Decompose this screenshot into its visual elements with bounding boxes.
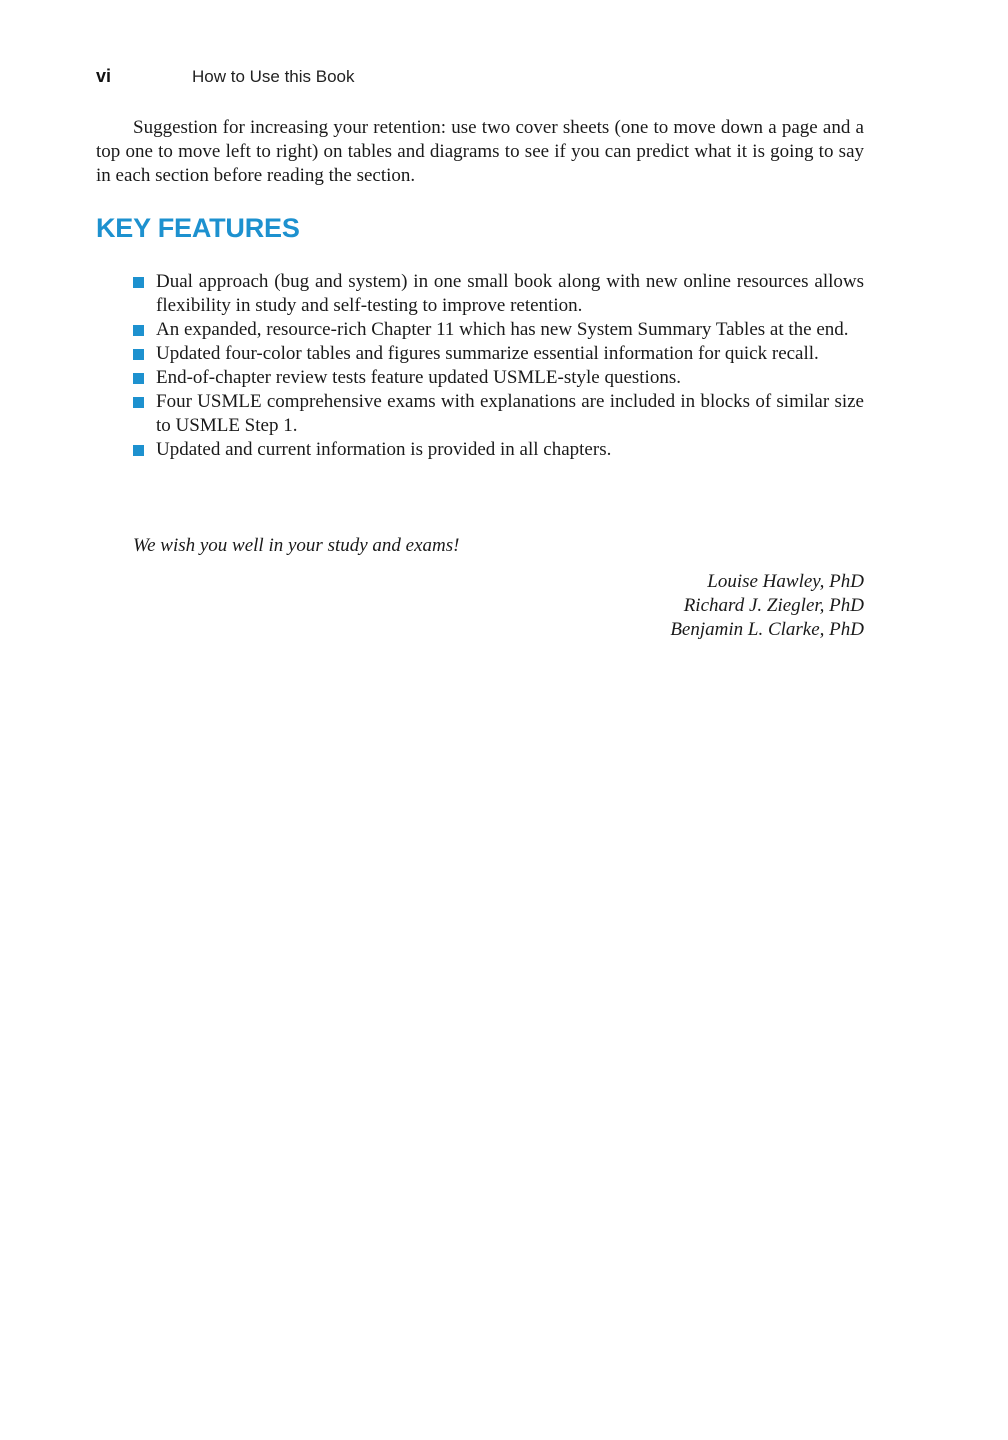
page-number: vi <box>96 66 112 86</box>
author-name: Richard J. Ziegler, PhD <box>683 595 864 616</box>
list-item <box>133 318 864 342</box>
intro-paragraph: Suggestion for increasing your retention: use two cover sheets (one to move down a page and a top one to move left to right) on tables and diagrams to see if you can predict what it is going to say in each section before reading the section. <box>96 117 864 186</box>
list-item-text: An expanded, resource-rich Chapter 11 which has new System Summary Tables at the end. <box>156 319 849 340</box>
list-item-text: Four USMLE comprehensive exams with explanations are included in blocks of similar size to USMLE Step 1. <box>156 391 864 436</box>
square-bullet-icon <box>133 373 144 384</box>
author-name: Benjamin L. Clarke, PhD <box>670 619 864 640</box>
list-item <box>133 366 864 390</box>
square-bullet-icon <box>133 325 144 336</box>
author-name: Louise Hawley, PhD <box>707 571 864 592</box>
list-item-text: Updated four-color tables and figures summarize essential information for quick recall. <box>156 343 819 364</box>
list-item <box>133 390 864 438</box>
square-bullet-icon <box>133 445 144 456</box>
closing-line: We wish you well in your study and exams! <box>133 535 460 556</box>
square-bullet-icon <box>133 397 144 408</box>
running-head <box>96 66 355 94</box>
list-item <box>133 438 864 462</box>
list-item-text: End-of-chapter review tests feature updated USMLE-style questions. <box>156 367 681 388</box>
list-item <box>133 342 864 366</box>
square-bullet-icon <box>133 349 144 360</box>
author-signatures <box>670 570 864 642</box>
list-item-text: Dual approach (bug and system) in one small book along with new online resources allows flexibility in study and self-testing to improve retention. <box>156 271 864 316</box>
running-title: How to Use this Book <box>192 67 355 86</box>
feature-list <box>133 270 864 462</box>
list-item <box>133 270 864 318</box>
list-item-text: Updated and current information is provided in all chapters. <box>156 439 612 460</box>
square-bullet-icon <box>133 277 144 288</box>
section-heading: KEY FEATURES <box>96 213 300 243</box>
